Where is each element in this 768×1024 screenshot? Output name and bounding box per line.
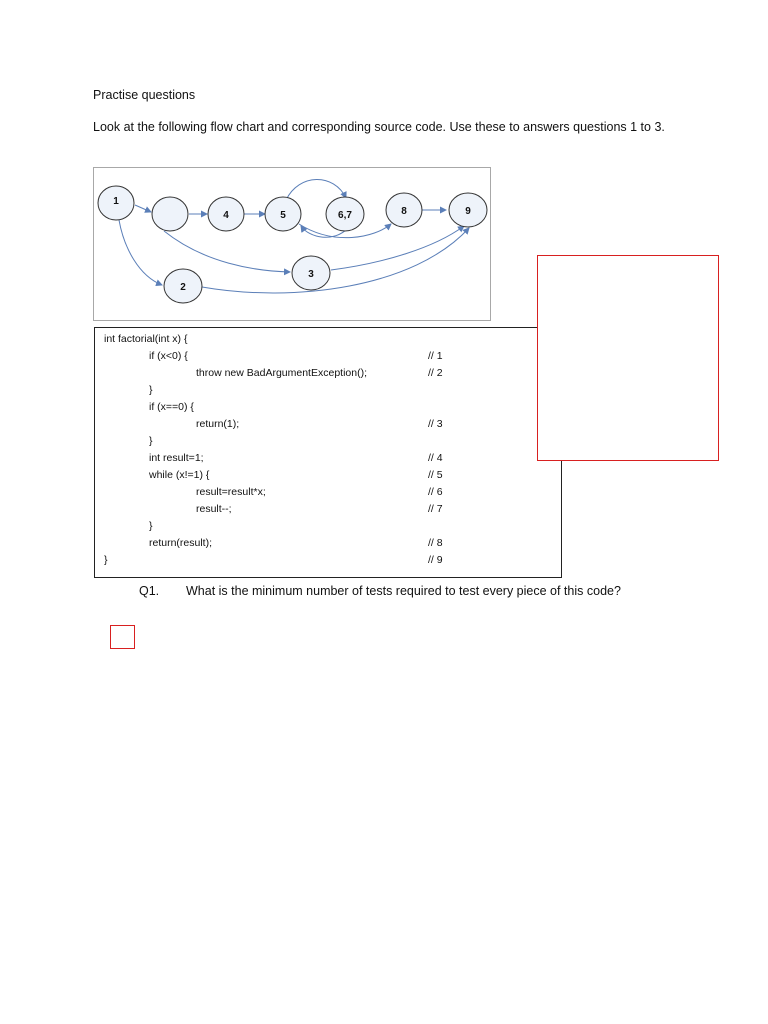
code-line: int result=1;	[149, 452, 204, 464]
code-line: if (x==0) {	[149, 401, 194, 413]
code-comment: // 4	[428, 452, 443, 464]
answer-box-small[interactable]	[110, 625, 135, 649]
heading-practise-questions: Practise questions	[93, 88, 196, 102]
node-5-label: 5	[280, 210, 286, 221]
code-line: }	[149, 520, 153, 532]
code-comment: // 3	[428, 418, 443, 430]
code-comment: // 5	[428, 469, 443, 481]
code-comment: // 2	[428, 367, 443, 379]
answer-box-large	[537, 255, 719, 461]
question-1-text: What is the minimum number of tests required to test every piece of this code?	[186, 584, 621, 598]
node-blank	[152, 197, 188, 231]
edge-2-to-9	[202, 228, 469, 293]
node-9-label: 9	[465, 206, 471, 217]
code-comment: // 1	[428, 350, 443, 362]
code-comment: // 7	[428, 503, 443, 515]
code-line: return(result);	[149, 537, 213, 549]
edge-1-to-blank	[135, 205, 151, 212]
node-1-label: 1	[113, 196, 119, 207]
code-line: result--;	[196, 503, 232, 515]
question-1-number: Q1.	[139, 584, 160, 598]
code-comment: // 9	[428, 554, 443, 566]
code-comment: // 6	[428, 486, 443, 498]
code-line: return(1);	[196, 418, 240, 430]
flowchart	[93, 167, 491, 321]
code-line: }	[149, 435, 153, 447]
node-4-label: 4	[223, 210, 229, 221]
edge-5-to-67	[286, 179, 346, 200]
flowchart-graphic	[94, 168, 490, 320]
code-line: }	[149, 384, 153, 396]
code-comment: // 8	[428, 537, 443, 549]
node-8-label: 8	[401, 206, 407, 217]
edge-blank-to-3	[164, 231, 290, 272]
code-line: result=result*x;	[196, 486, 266, 498]
code-line: }	[104, 554, 108, 566]
code-line: int factorial(int x) {	[104, 333, 188, 345]
code-line: while (x!=1) {	[149, 469, 210, 481]
node-67-label: 6,7	[338, 210, 352, 221]
code-line: throw new BadArgumentException();	[196, 367, 367, 379]
edge-3-to-9	[331, 226, 464, 270]
edge-1-to-2	[119, 220, 162, 285]
intro-paragraph: Look at the following flow chart and corresponding source code. Use these to answers questions 1 to 3.	[93, 120, 665, 134]
node-2-label: 2	[180, 282, 186, 293]
code-line: if (x<0) {	[149, 350, 188, 362]
node-3-label: 3	[308, 269, 314, 280]
source-code-box	[94, 327, 562, 578]
